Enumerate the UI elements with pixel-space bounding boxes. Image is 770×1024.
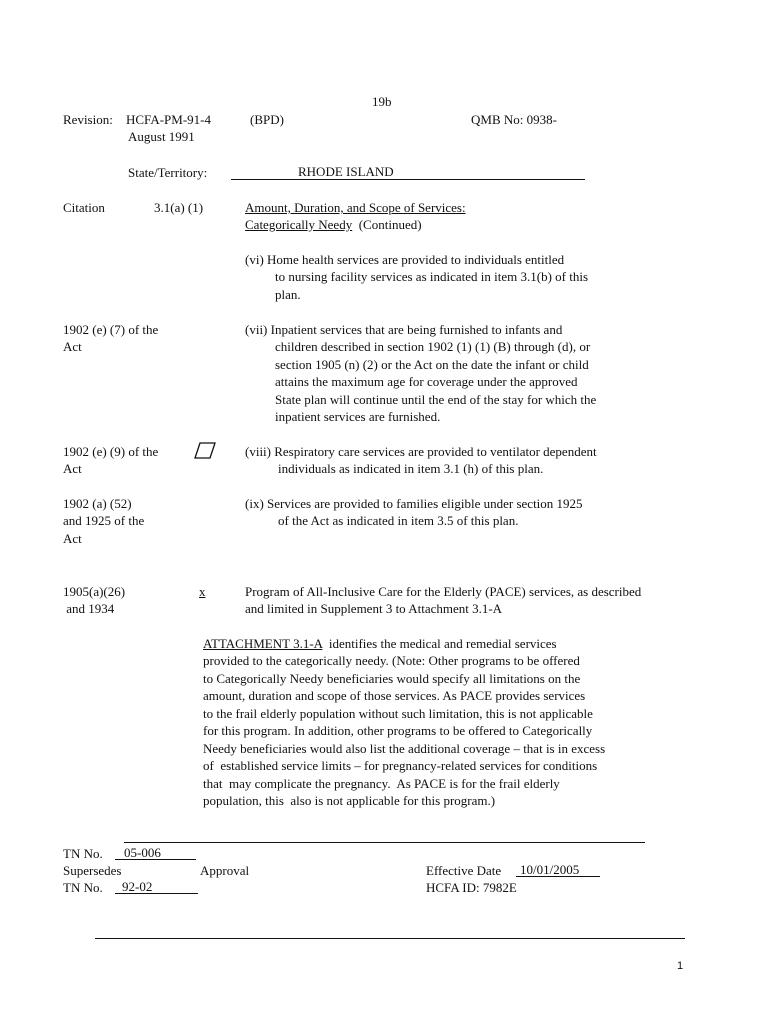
item-vii-line5: State plan will continue until the end of the stay for which the — [275, 392, 597, 407]
pace-citation-1: 1905(a)(26) — [63, 584, 126, 599]
state-label: State/Territory: — [128, 165, 208, 180]
attachment-line6: Needy beneficiaries would also list the additional coverage – that is in excess — [203, 741, 606, 756]
pace-citation-2: and 1934 — [63, 601, 115, 616]
item-viii-citation-2: Act — [63, 461, 82, 476]
approval-label: Approval — [200, 863, 250, 878]
pace-mark: x — [199, 584, 206, 599]
section-subtitle: Categorically Needy (Continued) — [245, 217, 422, 232]
citation-ref: 3.1(a) (1) — [154, 200, 204, 215]
item-vi-line2: to nursing facility services as indicated in item 3.1(b) of this — [275, 269, 589, 284]
checkbox-icon — [189, 440, 217, 460]
tn2-label: TN No. — [63, 880, 103, 895]
attachment-line0: ATTACHMENT 3.1-A identifies the medical and remedial services — [203, 636, 557, 651]
state-underline — [231, 179, 585, 180]
pace-line1: Program of All-Inclusive Care for the Elderly (PACE) services, as described — [245, 584, 642, 599]
item-ix-line2: of the Act as indicated in item 3.5 of this plan. — [278, 513, 519, 528]
revision-label: Revision: — [63, 112, 113, 127]
item-vii-citation-2: Act — [63, 339, 82, 354]
item-vi-line3: plan. — [275, 287, 301, 302]
item-viii-line1: (viii) Respiratory care services are provided to ventilator dependent — [245, 444, 597, 459]
item-viii-line2: individuals as indicated in item 3.1 (h) of this plan. — [278, 461, 544, 476]
item-vii-citation-1: 1902 (e) (7) of the — [63, 322, 159, 337]
tn2-value: 92-02 — [122, 879, 153, 894]
item-ix-line1: (ix) Services are provided to families eligible under section 1925 — [245, 496, 583, 511]
item-vii-line4: attains the maximum age for coverage under the approved — [275, 374, 578, 389]
effective-value: 10/01/2005 — [520, 862, 580, 877]
tn-value: 05-006 — [124, 845, 161, 860]
supersedes-label: Supersedes — [63, 863, 122, 878]
attachment-line3: amount, duration and scope of those services. As PACE provides services — [203, 688, 586, 703]
page-number: 19b — [372, 94, 392, 109]
item-vii-line6: inpatient services are furnished. — [275, 409, 441, 424]
page-footer-number: 1 — [677, 960, 684, 972]
item-ix-citation-2: and 1925 of the — [63, 513, 145, 528]
attachment-label: ATTACHMENT 3.1-A — [203, 636, 323, 651]
item-ix-citation-3: Act — [63, 531, 82, 546]
attachment-line8: that may complicate the pregnancy. As PACE is for the frail elderly — [203, 776, 560, 791]
footer-bottom-rule — [95, 938, 685, 939]
revision-value: HCFA-PM-91-4 — [126, 112, 211, 127]
revision-date: August 1991 — [128, 129, 195, 144]
item-vi-line1: (vi) Home health services are provided to individuals entitled — [245, 252, 565, 267]
item-vii-line2: children described in section 1902 (1) (1) (B) through (d), or — [275, 339, 591, 354]
attachment-line5: for this program. In addition, other programs to be offered to Categorically — [203, 723, 593, 738]
hcfa-id: HCFA ID: 7982E — [426, 880, 517, 895]
attachment-line1: provided to the categorically needy. (Note: Other programs to be offered — [203, 653, 580, 668]
footer-top-rule — [124, 842, 645, 843]
attachment-line2: to Categorically Needy beneficiaries would specify all limitations on the — [203, 671, 581, 686]
item-ix-citation-1: 1902 (a) (52) — [63, 496, 132, 511]
attachment-line7: of established service limits – for pregnancy-related services for conditions — [203, 758, 598, 773]
effective-label: Effective Date — [426, 863, 502, 878]
attachment-line9: population, this also is not applicable for this program.) — [203, 793, 496, 808]
item-vii-line3: section 1905 (n) (2) or the Act on the date the infant or child — [275, 357, 589, 372]
bpd-label: (BPD) — [250, 112, 284, 127]
item-vii-line1: (vii) Inpatient services that are being furnished to infants and — [245, 322, 563, 337]
item-viii-citation-1: 1902 (e) (9) of the — [63, 444, 159, 459]
state-value: RHODE ISLAND — [298, 164, 394, 179]
pace-line2: and limited in Supplement 3 to Attachment 3.1-A — [245, 601, 503, 616]
tn-label: TN No. — [63, 846, 103, 861]
citation-label: Citation — [63, 200, 105, 215]
attachment-line4: to the frail elderly population without such limitation, this is not applicable — [203, 706, 593, 721]
qmb-number: QMB No: 0938- — [471, 112, 557, 127]
section-title: Amount, Duration, and Scope of Services: — [245, 200, 466, 215]
